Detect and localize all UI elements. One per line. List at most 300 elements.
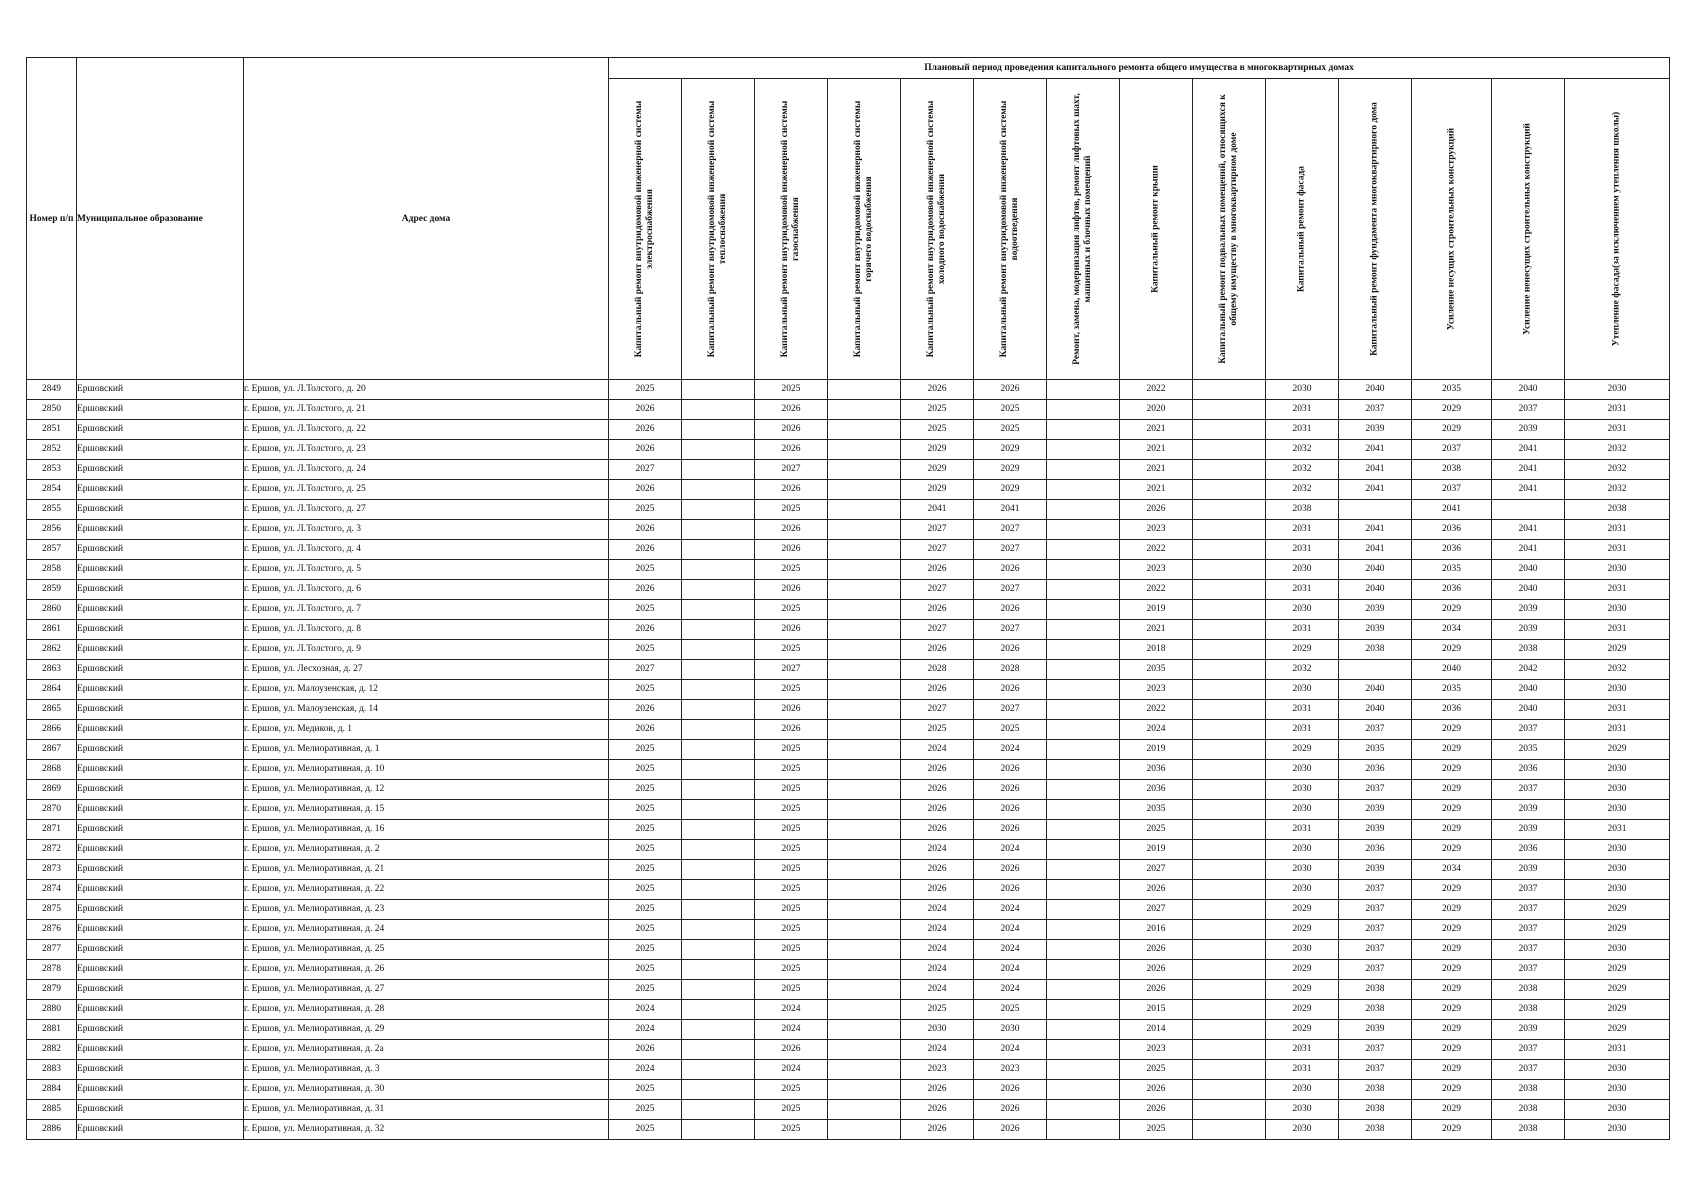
year-cell: 2035 <box>1412 380 1492 400</box>
year-cell: 2037 <box>1412 480 1492 500</box>
municipality-cell: Ершовский <box>77 840 244 860</box>
year-cell <box>1047 1040 1120 1060</box>
row-number-cell: 2872 <box>27 840 77 860</box>
year-cell: 2023 <box>901 1060 974 1080</box>
year-cell <box>682 720 755 740</box>
row-number-cell: 2853 <box>27 460 77 480</box>
row-number-cell: 2852 <box>27 440 77 460</box>
year-cell: 2024 <box>901 960 974 980</box>
year-cell: 2026 <box>974 680 1047 700</box>
municipality-cell: Ершовский <box>77 880 244 900</box>
year-cell: 2014 <box>1120 1020 1193 1040</box>
year-cell: 2032 <box>1266 660 1339 680</box>
year-cell: 2037 <box>1339 400 1412 420</box>
column-header-work-type-label: Капитальный ремонт подвальных помещений, относящихся к общему имуществу в многоквартирном доме <box>1218 94 1239 364</box>
year-cell: 2032 <box>1266 460 1339 480</box>
table-row <box>27 1060 1670 1080</box>
year-cell: 2022 <box>1120 540 1193 560</box>
year-cell: 2038 <box>1492 1080 1565 1100</box>
address-cell: г. Ершов, ул. Мелиоративная, д. 31 <box>244 1100 609 1120</box>
address-cell: г. Ершов, ул. Мелиоративная, д. 27 <box>244 980 609 1000</box>
year-cell: 2026 <box>609 400 682 420</box>
year-cell <box>1193 1060 1266 1080</box>
municipality-cell: Ершовский <box>77 760 244 780</box>
row-number-cell: 2873 <box>27 860 77 880</box>
year-cell: 2026 <box>901 860 974 880</box>
year-cell: 2031 <box>1565 1040 1670 1060</box>
year-cell: 2026 <box>755 480 828 500</box>
year-cell <box>1193 960 1266 980</box>
year-cell: 2024 <box>755 1020 828 1040</box>
year-cell <box>1193 900 1266 920</box>
table-row <box>27 860 1670 880</box>
year-cell: 2029 <box>1266 900 1339 920</box>
year-cell: 2031 <box>1266 820 1339 840</box>
year-cell: 2030 <box>1565 800 1670 820</box>
municipality-cell: Ершовский <box>77 640 244 660</box>
row-number-cell: 2859 <box>27 580 77 600</box>
address-cell: г. Ершов, ул. Л.Толстого, д. 24 <box>244 460 609 480</box>
column-header-work-type <box>1193 79 1266 380</box>
year-cell: 2026 <box>755 540 828 560</box>
year-cell: 2025 <box>755 840 828 860</box>
table-row <box>27 1020 1670 1040</box>
column-header-work-type <box>682 79 755 380</box>
year-cell <box>682 660 755 680</box>
year-cell: 2034 <box>1412 860 1492 880</box>
year-cell: 2029 <box>1565 640 1670 660</box>
year-cell: 2026 <box>1120 500 1193 520</box>
year-cell: 2025 <box>609 560 682 580</box>
year-cell <box>1339 500 1412 520</box>
year-cell: 2029 <box>974 480 1047 500</box>
year-cell: 2025 <box>755 820 828 840</box>
year-cell: 2041 <box>1492 520 1565 540</box>
column-header-work-type <box>1565 79 1670 380</box>
year-cell: 2029 <box>1412 1020 1492 1040</box>
address-cell: г. Ершов, ул. Мелиоративная, д. 3 <box>244 1060 609 1080</box>
year-cell: 2031 <box>1565 520 1670 540</box>
table-row <box>27 940 1670 960</box>
row-number-cell: 2868 <box>27 760 77 780</box>
year-cell <box>1047 620 1120 640</box>
year-cell <box>1047 780 1120 800</box>
year-cell: 2025 <box>609 640 682 660</box>
year-cell: 2025 <box>609 740 682 760</box>
year-cell: 2030 <box>1266 840 1339 860</box>
table-row <box>27 700 1670 720</box>
year-cell: 2038 <box>1492 1120 1565 1140</box>
year-cell <box>682 420 755 440</box>
column-header-work-type-label: Капитальный ремонт внутридомовой инженерной системы горячего водоснабжения <box>853 100 874 358</box>
year-cell: 2037 <box>1492 720 1565 740</box>
year-cell <box>682 380 755 400</box>
year-cell: 2026 <box>609 580 682 600</box>
column-header-work-type-label: Усиление несущих строительных конструкций <box>1446 127 1456 331</box>
row-number-cell: 2863 <box>27 660 77 680</box>
column-header-work-type-label: Капитальный ремонт фундамента многоквартирного дома <box>1369 102 1380 356</box>
year-cell: 2037 <box>1492 880 1565 900</box>
year-cell: 2029 <box>1412 840 1492 860</box>
year-cell: 2027 <box>901 540 974 560</box>
year-cell: 2032 <box>1565 660 1670 680</box>
table-row <box>27 680 1670 700</box>
year-cell: 2026 <box>974 880 1047 900</box>
year-cell: 2022 <box>1120 580 1193 600</box>
year-cell <box>682 980 755 1000</box>
year-cell <box>682 900 755 920</box>
year-cell: 2025 <box>609 800 682 820</box>
column-header-work-type-label: Капитальный ремонт внутридомовой инженерной системы электроснабжения <box>634 100 655 358</box>
address-cell: г. Ершов, ул. Л.Толстого, д. 21 <box>244 400 609 420</box>
year-cell <box>682 400 755 420</box>
year-cell <box>828 940 901 960</box>
column-header-work-type <box>609 79 682 380</box>
year-cell <box>682 1040 755 1060</box>
year-cell <box>1193 640 1266 660</box>
year-cell: 2032 <box>1565 460 1670 480</box>
year-cell: 2030 <box>1565 940 1670 960</box>
year-cell: 2025 <box>609 880 682 900</box>
year-cell: 2031 <box>1266 400 1339 420</box>
year-cell: 2026 <box>974 600 1047 620</box>
year-cell: 2020 <box>1120 400 1193 420</box>
year-cell: 2036 <box>1412 540 1492 560</box>
year-cell: 2041 <box>1492 540 1565 560</box>
municipality-cell: Ершовский <box>77 520 244 540</box>
address-cell: г. Ершов, ул. Медиков, д. 1 <box>244 720 609 740</box>
municipality-cell: Ершовский <box>77 1040 244 1060</box>
year-cell: 2026 <box>901 380 974 400</box>
row-number-cell: 2869 <box>27 780 77 800</box>
year-cell: 2030 <box>1266 1100 1339 1120</box>
year-cell: 2027 <box>755 460 828 480</box>
year-cell: 2041 <box>1339 460 1412 480</box>
year-cell: 2026 <box>1120 940 1193 960</box>
year-cell: 2026 <box>755 620 828 640</box>
year-cell: 2027 <box>901 580 974 600</box>
year-cell <box>1193 460 1266 480</box>
year-cell <box>1047 840 1120 860</box>
year-cell: 2029 <box>1266 960 1339 980</box>
year-cell: 2026 <box>901 640 974 660</box>
year-cell: 2037 <box>1339 780 1412 800</box>
year-cell <box>682 820 755 840</box>
column-header-work-type-label: Капитальный ремонт фасада <box>1296 165 1307 293</box>
municipality-cell: Ершовский <box>77 400 244 420</box>
year-cell: 2031 <box>1266 1060 1339 1080</box>
year-cell: 2026 <box>901 1120 974 1140</box>
column-header-number: Номер п/п <box>27 58 77 380</box>
year-cell: 2029 <box>1412 400 1492 420</box>
column-header-address: Адрес дома <box>244 58 609 380</box>
year-cell: 2038 <box>1412 460 1492 480</box>
year-cell: 2015 <box>1120 1000 1193 1020</box>
year-cell <box>682 780 755 800</box>
year-cell <box>1193 760 1266 780</box>
column-header-work-type-label: Капитальный ремонт внутридомовой инженерной системы теплоснабжения <box>707 100 728 358</box>
year-cell: 2029 <box>1565 740 1670 760</box>
row-number-cell: 2884 <box>27 1080 77 1100</box>
year-cell <box>682 460 755 480</box>
address-cell: г. Ершов, ул. Мелиоративная, д. 2а <box>244 1040 609 1060</box>
year-cell <box>1047 680 1120 700</box>
year-cell <box>682 520 755 540</box>
row-number-cell: 2879 <box>27 980 77 1000</box>
year-cell: 2036 <box>1120 780 1193 800</box>
year-cell: 2026 <box>755 580 828 600</box>
year-cell <box>828 880 901 900</box>
year-cell <box>1193 1100 1266 1120</box>
year-cell: 2030 <box>1565 1060 1670 1080</box>
year-cell: 2027 <box>974 580 1047 600</box>
year-cell <box>682 440 755 460</box>
year-cell: 2025 <box>974 1000 1047 1020</box>
year-cell <box>828 640 901 660</box>
year-cell: 2035 <box>1492 740 1565 760</box>
year-cell: 2041 <box>1492 480 1565 500</box>
year-cell: 2036 <box>1339 760 1412 780</box>
year-cell <box>1193 380 1266 400</box>
year-cell <box>682 700 755 720</box>
municipality-cell: Ершовский <box>77 1100 244 1120</box>
year-cell <box>1047 560 1120 580</box>
row-number-cell: 2860 <box>27 600 77 620</box>
year-cell <box>1193 880 1266 900</box>
table-row <box>27 1040 1670 1060</box>
column-header-work-type-label: Капитальный ремонт крыши <box>1150 165 1161 293</box>
year-cell: 2039 <box>1339 800 1412 820</box>
year-cell: 2037 <box>1492 920 1565 940</box>
year-cell: 2029 <box>1266 1000 1339 1020</box>
header-row-group <box>27 58 1670 79</box>
municipality-cell: Ершовский <box>77 480 244 500</box>
municipality-cell: Ершовский <box>77 940 244 960</box>
year-cell: 2037 <box>1492 940 1565 960</box>
municipality-cell: Ершовский <box>77 380 244 400</box>
municipality-cell: Ершовский <box>77 920 244 940</box>
year-cell <box>1193 660 1266 680</box>
year-cell: 2039 <box>1492 820 1565 840</box>
year-cell: 2025 <box>609 680 682 700</box>
column-header-work-type-label: Капитальный ремонт внутридомовой инженерной системы газоснабжения <box>780 100 801 358</box>
year-cell: 2025 <box>609 500 682 520</box>
table-row <box>27 1000 1670 1020</box>
year-cell: 2026 <box>901 800 974 820</box>
year-cell: 2030 <box>1565 380 1670 400</box>
year-cell <box>1193 780 1266 800</box>
year-cell: 2032 <box>1565 440 1670 460</box>
year-cell: 2031 <box>1266 520 1339 540</box>
year-cell: 2025 <box>974 420 1047 440</box>
year-cell: 2021 <box>1120 420 1193 440</box>
address-cell: г. Ершов, ул. Мелиоративная, д. 1 <box>244 740 609 760</box>
year-cell: 2041 <box>974 500 1047 520</box>
year-cell: 2026 <box>901 680 974 700</box>
year-cell: 2025 <box>609 980 682 1000</box>
year-cell <box>1047 660 1120 680</box>
year-cell: 2039 <box>1492 860 1565 880</box>
table-row <box>27 460 1670 480</box>
year-cell: 2019 <box>1120 740 1193 760</box>
municipality-cell: Ершовский <box>77 980 244 1000</box>
year-cell: 2025 <box>755 600 828 620</box>
table-row <box>27 440 1670 460</box>
year-cell: 2037 <box>1492 780 1565 800</box>
year-cell: 2030 <box>1266 940 1339 960</box>
year-cell <box>1193 1080 1266 1100</box>
year-cell <box>828 980 901 1000</box>
year-cell: 2037 <box>1492 960 1565 980</box>
year-cell: 2032 <box>1266 440 1339 460</box>
year-cell: 2025 <box>974 720 1047 740</box>
year-cell: 2024 <box>609 1020 682 1040</box>
year-cell: 2030 <box>1565 840 1670 860</box>
year-cell: 2025 <box>609 760 682 780</box>
year-cell: 2024 <box>901 920 974 940</box>
table-row <box>27 920 1670 940</box>
row-number-cell: 2849 <box>27 380 77 400</box>
year-cell: 2029 <box>1412 800 1492 820</box>
year-cell <box>1047 980 1120 1000</box>
year-cell: 2024 <box>755 1060 828 1080</box>
year-cell <box>682 1100 755 1120</box>
year-cell: 2025 <box>1120 820 1193 840</box>
year-cell <box>1193 700 1266 720</box>
year-cell <box>1047 1020 1120 1040</box>
year-cell: 2038 <box>1339 980 1412 1000</box>
year-cell: 2024 <box>974 740 1047 760</box>
year-cell: 2025 <box>609 600 682 620</box>
year-cell: 2030 <box>1266 1120 1339 1140</box>
year-cell: 2025 <box>755 760 828 780</box>
address-cell: г. Ершов, ул. Мелиоративная, д. 22 <box>244 880 609 900</box>
year-cell: 2037 <box>1339 900 1412 920</box>
table-row <box>27 980 1670 1000</box>
year-cell: 2025 <box>755 640 828 660</box>
year-cell <box>682 600 755 620</box>
year-cell <box>682 680 755 700</box>
table-row <box>27 400 1670 420</box>
year-cell: 2039 <box>1492 620 1565 640</box>
year-cell: 2025 <box>609 780 682 800</box>
year-cell <box>1047 580 1120 600</box>
year-cell <box>682 1080 755 1100</box>
year-cell: 2039 <box>1492 420 1565 440</box>
year-cell: 2031 <box>1565 420 1670 440</box>
year-cell: 2040 <box>1492 700 1565 720</box>
table-row <box>27 520 1670 540</box>
year-cell: 2026 <box>901 560 974 580</box>
year-cell: 2025 <box>755 960 828 980</box>
year-cell <box>1193 500 1266 520</box>
year-cell: 2040 <box>1339 580 1412 600</box>
year-cell: 2037 <box>1339 880 1412 900</box>
row-number-cell: 2875 <box>27 900 77 920</box>
year-cell <box>1047 700 1120 720</box>
table-row <box>27 480 1670 500</box>
year-cell <box>682 560 755 580</box>
year-cell <box>1193 800 1266 820</box>
year-cell <box>682 580 755 600</box>
capital-repair-schedule-table <box>26 57 1670 1140</box>
address-cell: г. Ершов, ул. Лесхозная, д. 27 <box>244 660 609 680</box>
year-cell <box>828 620 901 640</box>
table-row <box>27 540 1670 560</box>
year-cell: 2027 <box>901 620 974 640</box>
year-cell <box>828 540 901 560</box>
address-cell: г. Ершов, ул. Л.Толстого, д. 7 <box>244 600 609 620</box>
year-cell <box>828 1040 901 1060</box>
table-row <box>27 1080 1670 1100</box>
row-number-cell: 2862 <box>27 640 77 660</box>
year-cell <box>828 520 901 540</box>
year-cell: 2026 <box>755 1040 828 1060</box>
year-cell: 2030 <box>1266 600 1339 620</box>
address-cell: г. Ершов, ул. Мелиоративная, д. 25 <box>244 940 609 960</box>
year-cell: 2029 <box>1412 1000 1492 1020</box>
year-cell: 2040 <box>1339 560 1412 580</box>
year-cell: 2030 <box>1565 1120 1670 1140</box>
year-cell: 2019 <box>1120 600 1193 620</box>
year-cell: 2028 <box>974 660 1047 680</box>
year-cell: 2039 <box>1339 420 1412 440</box>
row-number-cell: 2877 <box>27 940 77 960</box>
year-cell: 2038 <box>1492 640 1565 660</box>
year-cell <box>828 660 901 680</box>
table-header <box>27 58 1670 380</box>
year-cell <box>828 960 901 980</box>
municipality-cell: Ершовский <box>77 1060 244 1080</box>
year-cell <box>828 860 901 880</box>
year-cell <box>828 500 901 520</box>
address-cell: г. Ершов, ул. Л.Толстого, д. 6 <box>244 580 609 600</box>
year-cell: 2030 <box>1266 860 1339 880</box>
year-cell: 2024 <box>974 900 1047 920</box>
year-cell: 2029 <box>1412 1120 1492 1140</box>
year-cell <box>1047 1000 1120 1020</box>
year-cell <box>1047 460 1120 480</box>
year-cell <box>1047 940 1120 960</box>
year-cell: 2036 <box>1492 840 1565 860</box>
address-cell: г. Ершов, ул. Л.Толстого, д. 9 <box>244 640 609 660</box>
table-row <box>27 620 1670 640</box>
year-cell: 2026 <box>1120 1080 1193 1100</box>
year-cell: 2031 <box>1266 700 1339 720</box>
year-cell: 2026 <box>901 880 974 900</box>
year-cell: 2030 <box>1266 880 1339 900</box>
year-cell: 2038 <box>1339 1100 1412 1120</box>
year-cell: 2026 <box>609 480 682 500</box>
address-cell: г. Ершов, ул. Л.Толстого, д. 20 <box>244 380 609 400</box>
year-cell: 2030 <box>1266 680 1339 700</box>
table-row <box>27 500 1670 520</box>
year-cell: 2026 <box>755 720 828 740</box>
row-number-cell: 2882 <box>27 1040 77 1060</box>
year-cell: 2029 <box>1565 1020 1670 1040</box>
year-cell: 2026 <box>974 1080 1047 1100</box>
year-cell: 2023 <box>1120 560 1193 580</box>
year-cell: 2026 <box>974 1100 1047 1120</box>
address-cell: г. Ершов, ул. Л.Толстого, д. 4 <box>244 540 609 560</box>
year-cell: 2025 <box>755 780 828 800</box>
year-cell: 2029 <box>1412 720 1492 740</box>
year-cell: 2030 <box>1565 560 1670 580</box>
year-cell <box>1047 1060 1120 1080</box>
year-cell <box>1047 1100 1120 1120</box>
year-cell: 2024 <box>974 980 1047 1000</box>
year-cell: 2027 <box>974 520 1047 540</box>
